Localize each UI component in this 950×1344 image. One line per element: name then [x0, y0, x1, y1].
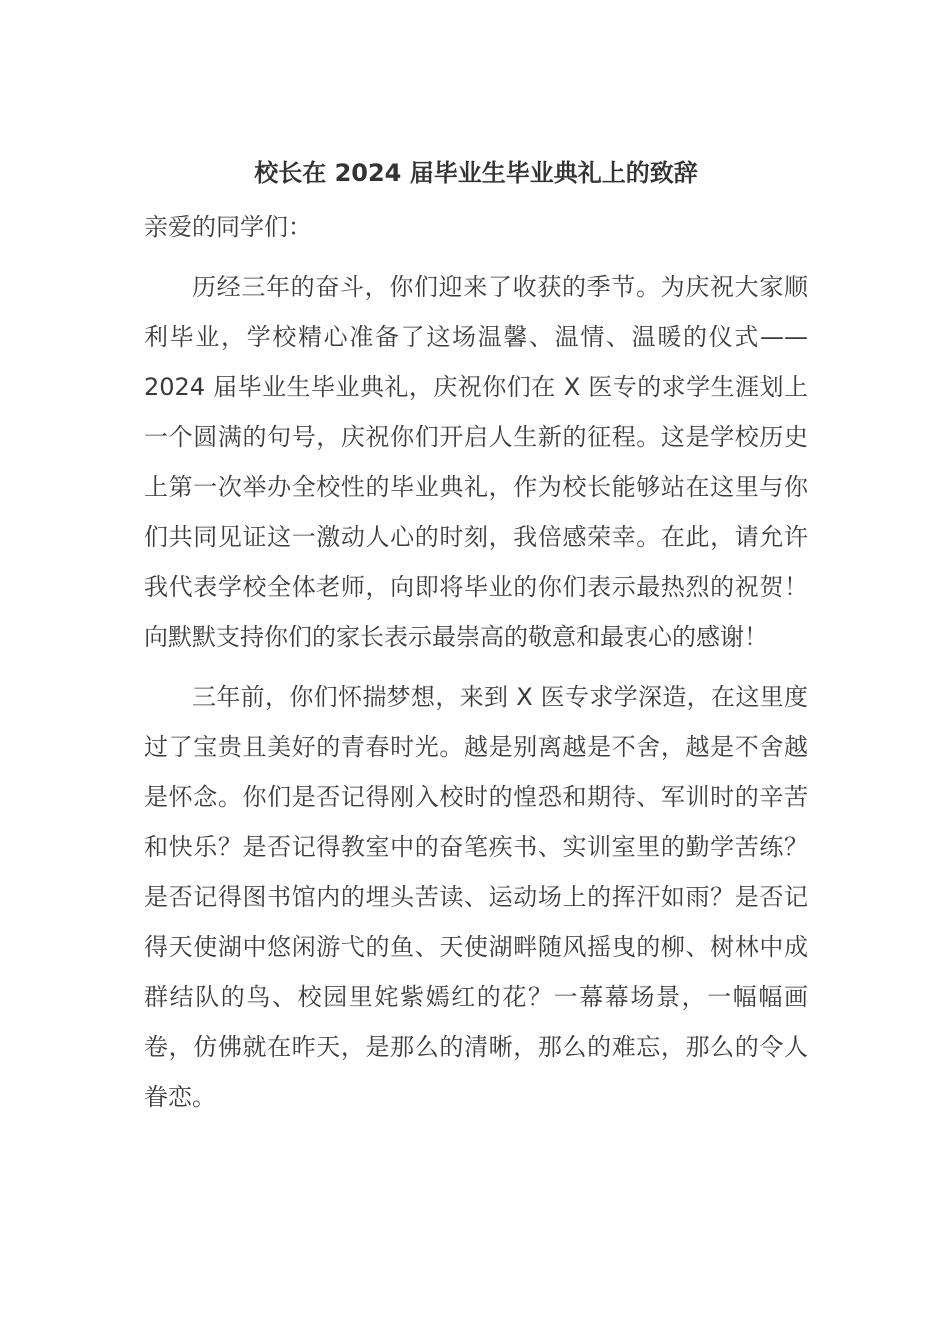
document-body	[144, 148, 808, 1132]
salutation: 亲爱的同学们：	[144, 213, 312, 241]
document-title: 校长在 2024 届毕业生毕业典礼上的致辞	[254, 159, 698, 187]
paragraph-2: 三年前，你们怀揣梦想，来到 X 医专求学深造，在这里度过了宝贵且美好的青春时光。越是别离越是不舍，越是不舍越是怀念。你们是否记得刚入校时的惶恐和期待、军训时的辛苦和快乐？是否记得教室中的奋笔疾书、实训室里的勤学苦练？是否记得图书馆内的埋头苦读、运动场上的挥汗如雨？是否记得天使湖中悠闲游弋的鱼、天使湖畔随风摇曳的柳、树林中成群结队的鸟、校园里姹紫嫣红的花？一幕幕场景，一幅幅画卷，仿佛就在昨天，是那么的清晰，那么的难忘，那么的令人眷恋。	[144, 683, 808, 1111]
paragraph-1: 历经三年的奋斗，你们迎来了收获的季节。为庆祝大家顺利毕业，学校精心准备了这场温馨、温情、温暖的仪式——2024 届毕业生毕业典礼，庆祝你们在 X 医专的求学生涯划上一个圆满的句号，庆祝你们开启人生新的征程。这是学校历史上第一次举办全校性的毕业典礼，作为校长能够站在这里与你们共同见证这一激动人心的时刻，我倍感荣幸。在此，请允许我代表学校全体老师，向即将毕业的你们表示最热烈的祝贺！向默默支持你们的家长表示最崇高的敬意和最衷心的感谢！	[144, 273, 808, 651]
